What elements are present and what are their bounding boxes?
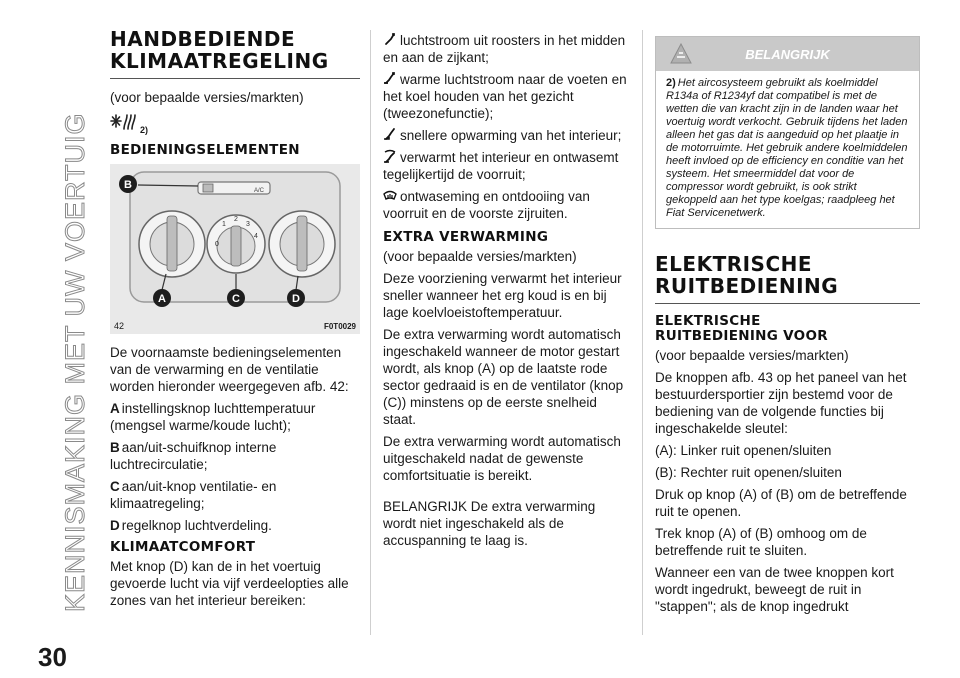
control-item: D regelknop luchtverdeling. [110,518,272,533]
airflow-mode-item: ontwaseming en ontdooiing van voorruit en de voorste zijruiten. [383,189,590,221]
window-text: Wanneer een van de twee knoppen kort wordt ingedrukt, beweegt de ruit in "stappen"; als de knop ingedrukt [655,565,894,614]
comfort-text: Met knop (D) kan de in het voertuig gevoerde lucht via vijf verdeelopties alle zones van het interieur bereiken: [110,559,349,608]
sub-heading: ELEKTRISCHE RUITBEDIENING VOOR [655,313,828,344]
chapter-title: KENNISMAKING MET UW VOERTUIG [60,112,90,612]
column-divider [642,30,643,635]
face-airflow-icon [383,32,397,46]
distribution-knob [269,211,335,277]
callout-c [227,289,245,307]
extra-heating-text: (voor bepaalde versies/markten) [383,249,577,264]
comfort-heading: KLIMAATCOMFORT [110,539,256,555]
airflow-mode-item: snellere opwarming van het interieur; [383,127,628,144]
svg-text:A: A [158,293,166,305]
figure-code: F0T0029 [323,322,356,331]
warning-header [656,37,919,71]
snowflake-airflow-icon [110,111,136,137]
footnote-ref: 2) [140,125,149,135]
warning-box [655,36,920,229]
description-text: De voornaamste bedieningselementen van de verwarming en de ventilatie worden hieronder weergegeven afb. 42: [110,345,349,394]
svg-text:2: 2 [234,216,238,223]
figure-42 [110,164,360,334]
svg-text:0: 0 [215,241,219,248]
figure-number: 42 [114,321,125,331]
windscreen-defrost-icon [383,188,397,202]
callout-d [287,289,305,307]
extra-heating-text: De extra verwarming wordt automatisch ingeschakeld wanneer de motor gestart wordt, als knop (A) op de laatste rode sector gedraaid is en de ventilator (knop (C)) minstens op de eerste snelheid staat. [383,327,624,427]
extra-heating-heading: EXTRA VERWARMING [383,229,549,245]
svg-text:B: B [124,179,132,191]
callout-b [119,175,137,193]
window-text: De knoppen afb. 43 op het paneel van het bestuurdersportier zijn bestemd voor de bediening van de volgende functies bij ingeschakelde sleutel: [655,370,907,436]
warning-title: BELANGRIJK [745,47,830,62]
feet-airflow-icon [383,127,397,141]
column-2 [383,32,628,554]
airflow-mode-item: verwarmt het interieur en ontwasemt tegelijkertijd de voorruit; [383,150,619,182]
warning-text: Het aircosysteem gebruikt als koelmiddel R134a of R1234yf dat compatibel is met de wetten die van kracht zijn in de landen waar het voertuig wordt verkocht. Gebruik tijdens het laden alleen het gas dat is aangeduid op het plaatje in de motorruimte. Het gebruik andere koelmiddelen heeft invloed op de efficiency en conditie van het systeem. Het smeermiddel dat voor de compressor wordt gebruikt, is ook strikt gekoppeld aan het type koelgas; raadpleeg het Fiat Servicenetwerk. [666,77,908,219]
fan-knob [207,215,265,273]
svg-text:C: C [232,293,240,305]
snowflake-footnote [110,111,360,137]
window-text: Druk op knop (A) of (B) om de betreffende ruit te openen. [655,487,907,519]
section-heading: HANDBEDIENDE KLIMAATREGELING [110,27,329,73]
section-heading: ELEKTRISCHE RUITBEDIENING [655,252,839,298]
svg-text:3: 3 [246,221,250,228]
heading-rule [655,303,920,304]
control-item: A instellingsknop luchttemperatuur (mengsel warme/koude lucht); [110,401,316,433]
page-number: 30 [38,642,67,672]
intro-text: (voor bepaalde versies/markten) [110,90,304,105]
callout-a [153,289,171,307]
heading-rule [110,78,360,79]
window-text: (voor bepaalde versies/markten) [655,348,849,363]
extra-heating-text: De extra verwarming wordt automatisch uitgeschakeld nadat de gewenste comfortsituatie is bereikt. [383,434,621,483]
sub-heading: BEDIENINGSELEMENTEN [110,142,300,158]
column-divider [370,30,371,635]
svg-text:4: 4 [254,233,258,240]
column-1 [110,28,360,614]
control-item: B aan/uit-schuifknop interne luchtrecirculatie; [110,440,277,472]
window-text: (A): Linker ruit openen/sluiten [655,443,832,458]
feet-face-airflow-icon [383,71,397,85]
warning-ref: 2) [666,77,676,89]
column-3 [655,30,920,620]
svg-text:1: 1 [222,221,226,228]
extra-heating-important: BELANGRIJK De extra verwarming wordt niet ingeschakeld als de accuspanning te laag is. [383,499,596,548]
svg-text:D: D [292,293,300,305]
svg-text:A/C: A/C [254,188,265,194]
extra-heating-text: Deze voorziening verwarmt het interieur sneller wanneer het erg koud is en bij lage koelvloeistoftemperatuur. [383,271,622,320]
feet-windscreen-airflow-icon [383,149,397,163]
airflow-mode-item: luchtstroom uit roosters in het midden en aan de zijkant; [383,33,626,65]
warning-body [656,71,919,228]
temperature-knob [139,211,205,277]
climate-panel-illustration [110,164,360,334]
window-text: (B): Rechter ruit openen/sluiten [655,465,842,480]
control-item: C aan/uit-knop ventilatie- en klimaatregeling; [110,479,277,511]
airflow-mode-item: warme luchtstroom naar de voeten en het koel houden van het gezicht (tweezonefunctie); [383,72,627,121]
window-text: Trek knop (A) of (B) omhoog om de betreffende ruit te sluiten. [655,526,867,558]
